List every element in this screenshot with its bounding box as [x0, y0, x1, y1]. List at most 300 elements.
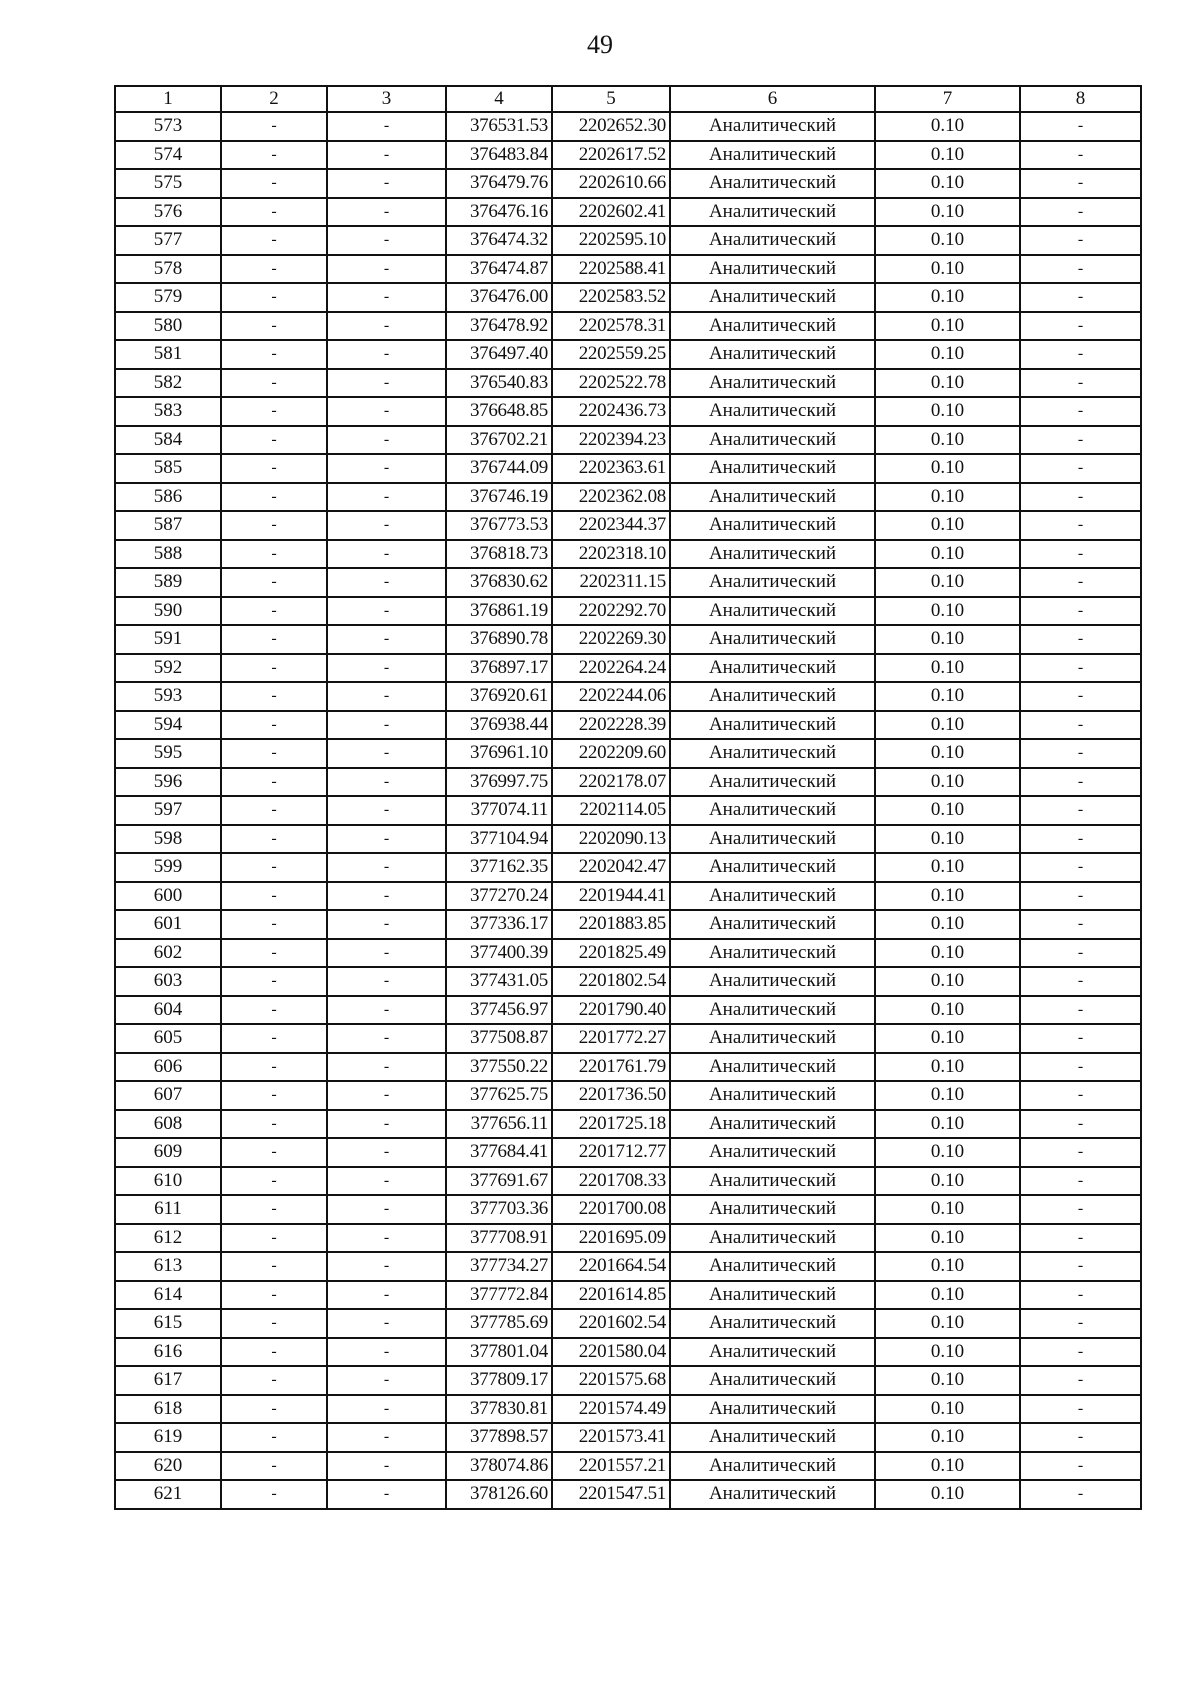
- x-coordinate-cell: 376476.00: [446, 283, 552, 312]
- column-3-cell: -: [327, 340, 446, 369]
- point-number-cell: 603: [115, 967, 221, 996]
- x-coordinate-cell: 376861.19: [446, 597, 552, 626]
- x-coordinate-cell: 376479.76: [446, 169, 552, 198]
- point-number-cell: 612: [115, 1224, 221, 1253]
- accuracy-cell: 0.10: [875, 312, 1020, 341]
- column-2-cell: -: [221, 426, 327, 455]
- accuracy-cell: 0.10: [875, 198, 1020, 227]
- column-2-cell: -: [221, 853, 327, 882]
- column-3-cell: -: [327, 654, 446, 683]
- point-number-cell: 598: [115, 825, 221, 854]
- method-cell: Аналитический: [670, 283, 875, 312]
- method-cell: Аналитический: [670, 397, 875, 426]
- table-row: [115, 882, 1141, 911]
- column-3-cell: -: [327, 1024, 446, 1053]
- column-3-cell: -: [327, 483, 446, 512]
- column-2-cell: -: [221, 1252, 327, 1281]
- column-2-cell: -: [221, 1138, 327, 1167]
- accuracy-cell: 0.10: [875, 540, 1020, 569]
- table-row: [115, 1423, 1141, 1452]
- accuracy-cell: 0.10: [875, 996, 1020, 1025]
- accuracy-cell: 0.10: [875, 1452, 1020, 1481]
- x-coordinate-cell: 376920.61: [446, 682, 552, 711]
- method-cell: Аналитический: [670, 454, 875, 483]
- x-coordinate-cell: 377898.57: [446, 1423, 552, 1452]
- table-body: [115, 112, 1141, 1509]
- column-8-cell: -: [1020, 454, 1141, 483]
- column-3-cell: -: [327, 996, 446, 1025]
- point-number-cell: 580: [115, 312, 221, 341]
- y-coordinate-cell: 2201790.40: [552, 996, 670, 1025]
- x-coordinate-cell: 376531.53: [446, 112, 552, 141]
- method-cell: Аналитический: [670, 768, 875, 797]
- point-number-cell: 619: [115, 1423, 221, 1452]
- table-row: [115, 1195, 1141, 1224]
- table-row: [115, 1480, 1141, 1509]
- column-2-cell: -: [221, 910, 327, 939]
- column-2-cell: -: [221, 597, 327, 626]
- y-coordinate-cell: 2202362.08: [552, 483, 670, 512]
- x-coordinate-cell: 377270.24: [446, 882, 552, 911]
- column-8-cell: -: [1020, 1053, 1141, 1082]
- point-number-cell: 582: [115, 369, 221, 398]
- column-2-cell: -: [221, 654, 327, 683]
- column-3-cell: -: [327, 1252, 446, 1281]
- point-number-cell: 585: [115, 454, 221, 483]
- table-row: [115, 1395, 1141, 1424]
- accuracy-cell: 0.10: [875, 1252, 1020, 1281]
- column-3-cell: -: [327, 511, 446, 540]
- column-8-cell: -: [1020, 340, 1141, 369]
- column-2-cell: -: [221, 540, 327, 569]
- method-cell: Аналитический: [670, 255, 875, 284]
- accuracy-cell: 0.10: [875, 369, 1020, 398]
- column-2-cell: -: [221, 198, 327, 227]
- method-cell: Аналитический: [670, 312, 875, 341]
- x-coordinate-cell: 376483.84: [446, 141, 552, 170]
- column-2-cell: -: [221, 511, 327, 540]
- column-3-cell: -: [327, 825, 446, 854]
- y-coordinate-cell: 2201736.50: [552, 1081, 670, 1110]
- method-cell: Аналитический: [670, 1138, 875, 1167]
- y-coordinate-cell: 2202652.30: [552, 112, 670, 141]
- y-coordinate-cell: 2201573.41: [552, 1423, 670, 1452]
- accuracy-cell: 0.10: [875, 426, 1020, 455]
- x-coordinate-cell: 376938.44: [446, 711, 552, 740]
- point-number-cell: 574: [115, 141, 221, 170]
- accuracy-cell: 0.10: [875, 1480, 1020, 1509]
- column-2-cell: -: [221, 796, 327, 825]
- column-8-cell: -: [1020, 1024, 1141, 1053]
- point-number-cell: 616: [115, 1338, 221, 1367]
- method-cell: Аналитический: [670, 853, 875, 882]
- y-coordinate-cell: 2202588.41: [552, 255, 670, 284]
- accuracy-cell: 0.10: [875, 1281, 1020, 1310]
- method-cell: Аналитический: [670, 996, 875, 1025]
- y-coordinate-cell: 2202114.05: [552, 796, 670, 825]
- x-coordinate-cell: 377625.75: [446, 1081, 552, 1110]
- x-coordinate-cell: 376961.10: [446, 739, 552, 768]
- x-coordinate-cell: 377550.22: [446, 1053, 552, 1082]
- y-coordinate-cell: 2202178.07: [552, 768, 670, 797]
- column-3-cell: -: [327, 540, 446, 569]
- x-coordinate-cell: 377703.36: [446, 1195, 552, 1224]
- accuracy-cell: 0.10: [875, 1138, 1020, 1167]
- y-coordinate-cell: 2202583.52: [552, 283, 670, 312]
- x-coordinate-cell: 376744.09: [446, 454, 552, 483]
- table-row: [115, 312, 1141, 341]
- point-number-cell: 594: [115, 711, 221, 740]
- column-3-cell: -: [327, 1195, 446, 1224]
- column-2-cell: -: [221, 340, 327, 369]
- column-2-cell: -: [221, 711, 327, 740]
- y-coordinate-cell: 2202394.23: [552, 426, 670, 455]
- column-8-cell: -: [1020, 1224, 1141, 1253]
- table-row: [115, 654, 1141, 683]
- method-cell: Аналитический: [670, 426, 875, 455]
- column-8-cell: -: [1020, 397, 1141, 426]
- x-coordinate-cell: 377336.17: [446, 910, 552, 939]
- column-2-cell: -: [221, 1281, 327, 1310]
- point-number-cell: 592: [115, 654, 221, 683]
- point-number-cell: 608: [115, 1110, 221, 1139]
- method-cell: Аналитический: [670, 340, 875, 369]
- point-number-cell: 579: [115, 283, 221, 312]
- column-3-cell: -: [327, 226, 446, 255]
- x-coordinate-cell: 378074.86: [446, 1452, 552, 1481]
- column-8-cell: -: [1020, 198, 1141, 227]
- point-number-cell: 617: [115, 1366, 221, 1395]
- column-2-cell: -: [221, 1452, 327, 1481]
- table-row: [115, 1024, 1141, 1053]
- y-coordinate-cell: 2202311.15: [552, 568, 670, 597]
- column-3-cell: -: [327, 255, 446, 284]
- accuracy-cell: 0.10: [875, 910, 1020, 939]
- column-2-cell: -: [221, 226, 327, 255]
- table-row: [115, 1081, 1141, 1110]
- column-2-cell: -: [221, 1480, 327, 1509]
- column-2-cell: -: [221, 1423, 327, 1452]
- table-row: [115, 1167, 1141, 1196]
- column-3-cell: -: [327, 1110, 446, 1139]
- accuracy-cell: 0.10: [875, 568, 1020, 597]
- method-cell: Аналитический: [670, 369, 875, 398]
- point-number-cell: 602: [115, 939, 221, 968]
- column-2-cell: -: [221, 1195, 327, 1224]
- column-8-cell: -: [1020, 226, 1141, 255]
- table-row: [115, 112, 1141, 141]
- column-2-cell: -: [221, 454, 327, 483]
- x-coordinate-cell: 377708.91: [446, 1224, 552, 1253]
- x-coordinate-cell: 376773.53: [446, 511, 552, 540]
- column-8-cell: -: [1020, 739, 1141, 768]
- column-3-cell: -: [327, 198, 446, 227]
- point-number-cell: 591: [115, 625, 221, 654]
- table-row: [115, 853, 1141, 882]
- point-number-cell: 578: [115, 255, 221, 284]
- column-8-cell: -: [1020, 796, 1141, 825]
- method-cell: Аналитический: [670, 1366, 875, 1395]
- y-coordinate-cell: 2201708.33: [552, 1167, 670, 1196]
- x-coordinate-cell: 376540.83: [446, 369, 552, 398]
- x-coordinate-cell: 378126.60: [446, 1480, 552, 1509]
- accuracy-cell: 0.10: [875, 112, 1020, 141]
- column-8-cell: -: [1020, 1252, 1141, 1281]
- y-coordinate-cell: 2201712.77: [552, 1138, 670, 1167]
- column-2-cell: -: [221, 255, 327, 284]
- x-coordinate-cell: 377830.81: [446, 1395, 552, 1424]
- column-8-cell: -: [1020, 711, 1141, 740]
- accuracy-cell: 0.10: [875, 768, 1020, 797]
- column-8-cell: -: [1020, 1281, 1141, 1310]
- table-row: [115, 825, 1141, 854]
- method-cell: Аналитический: [670, 910, 875, 939]
- column-8-cell: -: [1020, 1452, 1141, 1481]
- point-number-cell: 575: [115, 169, 221, 198]
- table-row: [115, 625, 1141, 654]
- x-coordinate-cell: 377684.41: [446, 1138, 552, 1167]
- table-row: [115, 1252, 1141, 1281]
- column-8-cell: -: [1020, 1480, 1141, 1509]
- x-coordinate-cell: 377508.87: [446, 1024, 552, 1053]
- column-3-cell: -: [327, 112, 446, 141]
- x-coordinate-cell: 376702.21: [446, 426, 552, 455]
- column-2-cell: -: [221, 682, 327, 711]
- accuracy-cell: 0.10: [875, 1195, 1020, 1224]
- point-number-cell: 613: [115, 1252, 221, 1281]
- x-coordinate-cell: 377772.84: [446, 1281, 552, 1310]
- x-coordinate-cell: 377801.04: [446, 1338, 552, 1367]
- accuracy-cell: 0.10: [875, 597, 1020, 626]
- method-cell: Аналитический: [670, 825, 875, 854]
- column-8-cell: -: [1020, 511, 1141, 540]
- point-number-cell: 587: [115, 511, 221, 540]
- accuracy-cell: 0.10: [875, 967, 1020, 996]
- method-cell: Аналитический: [670, 568, 875, 597]
- accuracy-cell: 0.10: [875, 1024, 1020, 1053]
- y-coordinate-cell: 2202264.24: [552, 654, 670, 683]
- table-row: [115, 1309, 1141, 1338]
- column-8-cell: -: [1020, 1110, 1141, 1139]
- y-coordinate-cell: 2201557.21: [552, 1452, 670, 1481]
- point-number-cell: 620: [115, 1452, 221, 1481]
- y-coordinate-cell: 2201772.27: [552, 1024, 670, 1053]
- method-cell: Аналитический: [670, 1395, 875, 1424]
- x-coordinate-cell: 376997.75: [446, 768, 552, 797]
- y-coordinate-cell: 2202344.37: [552, 511, 670, 540]
- accuracy-cell: 0.10: [875, 682, 1020, 711]
- table-row: [115, 1053, 1141, 1082]
- x-coordinate-cell: 377162.35: [446, 853, 552, 882]
- method-cell: Аналитический: [670, 1281, 875, 1310]
- x-coordinate-cell: 377809.17: [446, 1366, 552, 1395]
- column-3-cell: -: [327, 796, 446, 825]
- column-2-cell: -: [221, 1053, 327, 1082]
- y-coordinate-cell: 2201695.09: [552, 1224, 670, 1253]
- accuracy-cell: 0.10: [875, 511, 1020, 540]
- method-cell: Аналитический: [670, 597, 875, 626]
- accuracy-cell: 0.10: [875, 141, 1020, 170]
- column-3-cell: -: [327, 597, 446, 626]
- column-2-cell: -: [221, 1366, 327, 1395]
- accuracy-cell: 0.10: [875, 397, 1020, 426]
- column-3-cell: -: [327, 1224, 446, 1253]
- table-row: [115, 454, 1141, 483]
- column-2-cell: -: [221, 825, 327, 854]
- accuracy-cell: 0.10: [875, 1110, 1020, 1139]
- table-row: [115, 1452, 1141, 1481]
- column-2-cell: -: [221, 1338, 327, 1367]
- column-header: 7: [875, 86, 1020, 112]
- column-8-cell: -: [1020, 996, 1141, 1025]
- column-2-cell: -: [221, 483, 327, 512]
- accuracy-cell: 0.10: [875, 1366, 1020, 1395]
- y-coordinate-cell: 2201547.51: [552, 1480, 670, 1509]
- method-cell: Аналитический: [670, 882, 875, 911]
- table-row: [115, 1110, 1141, 1139]
- column-8-cell: -: [1020, 625, 1141, 654]
- column-header: 5: [552, 86, 670, 112]
- column-header: 3: [327, 86, 446, 112]
- column-8-cell: -: [1020, 939, 1141, 968]
- y-coordinate-cell: 2201664.54: [552, 1252, 670, 1281]
- column-3-cell: -: [327, 397, 446, 426]
- column-2-cell: -: [221, 967, 327, 996]
- table-row: [115, 483, 1141, 512]
- point-number-cell: 586: [115, 483, 221, 512]
- column-header: 6: [670, 86, 875, 112]
- accuracy-cell: 0.10: [875, 1081, 1020, 1110]
- column-8-cell: -: [1020, 597, 1141, 626]
- x-coordinate-cell: 376818.73: [446, 540, 552, 569]
- column-8-cell: -: [1020, 1309, 1141, 1338]
- column-3-cell: -: [327, 369, 446, 398]
- column-8-cell: -: [1020, 882, 1141, 911]
- x-coordinate-cell: 376648.85: [446, 397, 552, 426]
- accuracy-cell: 0.10: [875, 825, 1020, 854]
- column-8-cell: -: [1020, 483, 1141, 512]
- y-coordinate-cell: 2202292.70: [552, 597, 670, 626]
- point-number-cell: 581: [115, 340, 221, 369]
- accuracy-cell: 0.10: [875, 939, 1020, 968]
- y-coordinate-cell: 2202318.10: [552, 540, 670, 569]
- column-3-cell: -: [327, 454, 446, 483]
- point-number-cell: 607: [115, 1081, 221, 1110]
- column-8-cell: -: [1020, 1338, 1141, 1367]
- column-2-cell: -: [221, 768, 327, 797]
- column-8-cell: -: [1020, 853, 1141, 882]
- point-number-cell: 618: [115, 1395, 221, 1424]
- x-coordinate-cell: 377104.94: [446, 825, 552, 854]
- table-row: [115, 796, 1141, 825]
- point-number-cell: 599: [115, 853, 221, 882]
- x-coordinate-cell: 376476.16: [446, 198, 552, 227]
- point-number-cell: 595: [115, 739, 221, 768]
- table-row: [115, 1224, 1141, 1253]
- accuracy-cell: 0.10: [875, 1224, 1020, 1253]
- x-coordinate-cell: 377656.11: [446, 1110, 552, 1139]
- table-row: [115, 939, 1141, 968]
- table-row: [115, 739, 1141, 768]
- column-header: 8: [1020, 86, 1141, 112]
- x-coordinate-cell: 377691.67: [446, 1167, 552, 1196]
- y-coordinate-cell: 2201580.04: [552, 1338, 670, 1367]
- x-coordinate-cell: 377431.05: [446, 967, 552, 996]
- column-2-cell: -: [221, 169, 327, 198]
- column-2-cell: -: [221, 369, 327, 398]
- column-8-cell: -: [1020, 1195, 1141, 1224]
- column-8-cell: -: [1020, 967, 1141, 996]
- column-3-cell: -: [327, 1309, 446, 1338]
- method-cell: Аналитический: [670, 1309, 875, 1338]
- point-number-cell: 597: [115, 796, 221, 825]
- column-8-cell: -: [1020, 1081, 1141, 1110]
- column-2-cell: -: [221, 1024, 327, 1053]
- column-3-cell: -: [327, 312, 446, 341]
- table-row: [115, 996, 1141, 1025]
- x-coordinate-cell: 376890.78: [446, 625, 552, 654]
- column-3-cell: -: [327, 1423, 446, 1452]
- y-coordinate-cell: 2201602.54: [552, 1309, 670, 1338]
- column-3-cell: -: [327, 1452, 446, 1481]
- accuracy-cell: 0.10: [875, 711, 1020, 740]
- method-cell: Аналитический: [670, 625, 875, 654]
- column-8-cell: -: [1020, 312, 1141, 341]
- method-cell: Аналитический: [670, 796, 875, 825]
- method-cell: Аналитический: [670, 1224, 875, 1253]
- column-3-cell: -: [327, 682, 446, 711]
- point-number-cell: 609: [115, 1138, 221, 1167]
- column-8-cell: -: [1020, 654, 1141, 683]
- column-8-cell: -: [1020, 426, 1141, 455]
- column-3-cell: -: [327, 882, 446, 911]
- table-row: [115, 967, 1141, 996]
- column-3-cell: -: [327, 426, 446, 455]
- point-number-cell: 577: [115, 226, 221, 255]
- method-cell: Аналитический: [670, 169, 875, 198]
- point-number-cell: 601: [115, 910, 221, 939]
- table-row: [115, 910, 1141, 939]
- column-2-cell: -: [221, 141, 327, 170]
- point-number-cell: 596: [115, 768, 221, 797]
- column-3-cell: -: [327, 1338, 446, 1367]
- column-2-cell: -: [221, 1395, 327, 1424]
- point-number-cell: 614: [115, 1281, 221, 1310]
- table-row: [115, 1366, 1141, 1395]
- point-number-cell: 621: [115, 1480, 221, 1509]
- point-number-cell: 611: [115, 1195, 221, 1224]
- column-8-cell: -: [1020, 255, 1141, 284]
- y-coordinate-cell: 2202363.61: [552, 454, 670, 483]
- column-2-cell: -: [221, 939, 327, 968]
- y-coordinate-cell: 2202090.13: [552, 825, 670, 854]
- point-number-cell: 615: [115, 1309, 221, 1338]
- method-cell: Аналитический: [670, 112, 875, 141]
- accuracy-cell: 0.10: [875, 255, 1020, 284]
- table-row: [115, 1281, 1141, 1310]
- column-2-cell: -: [221, 1309, 327, 1338]
- method-cell: Аналитический: [670, 198, 875, 227]
- accuracy-cell: 0.10: [875, 283, 1020, 312]
- point-number-cell: 589: [115, 568, 221, 597]
- y-coordinate-cell: 2202269.30: [552, 625, 670, 654]
- column-3-cell: -: [327, 967, 446, 996]
- point-number-cell: 590: [115, 597, 221, 626]
- y-coordinate-cell: 2201825.49: [552, 939, 670, 968]
- table-row: [115, 340, 1141, 369]
- column-8-cell: -: [1020, 825, 1141, 854]
- y-coordinate-cell: 2201725.18: [552, 1110, 670, 1139]
